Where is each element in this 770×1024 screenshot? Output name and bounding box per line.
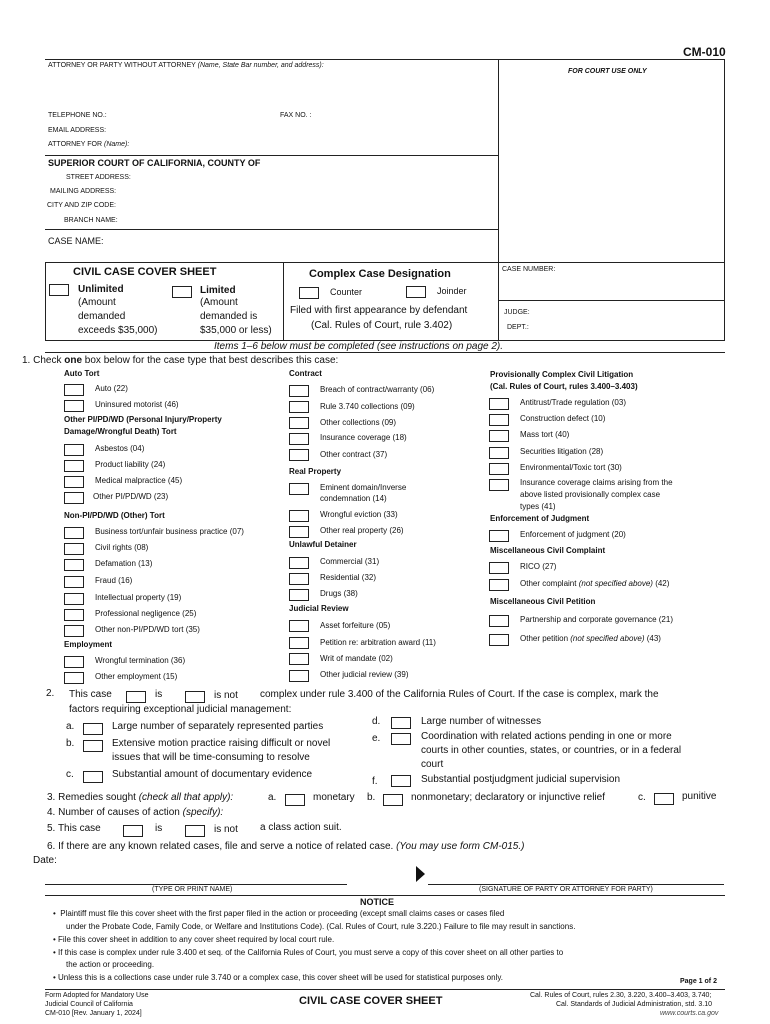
counter-checkbox[interactable] [299,287,319,299]
other-real-26-checkbox[interactable] [289,526,309,538]
breach-06-label: Breach of contract/warranty (06) [320,385,435,394]
item3-a: a. [268,792,277,803]
defamation-13-label: Defamation (13) [95,559,153,568]
item2-d: d. [372,716,381,727]
street-label: STREET ADDRESS: [66,174,131,181]
court-use-only: FOR COURT USE ONLY [568,68,647,75]
other-nonpi-35-label: Other non-PI/PD/WD tort (35) [95,625,200,634]
asset-05-checkbox[interactable] [289,620,309,632]
notice-bullet-1: • Plaintiff must file this cover sheet with the first paper filed in the action or proceeding (except small claims cases or cases filed [53,909,505,918]
footer-url[interactable]: www.courts.ca.gov [660,1010,719,1017]
item2-line2: factors requiring exceptional judicial management: [69,704,292,715]
factor-d-checkbox[interactable] [391,717,411,729]
unlimited-sub-3: exceeds $35,000) [78,325,158,336]
drugs-38-checkbox[interactable] [289,589,309,601]
insurance-claims-41-checkbox[interactable] [489,479,509,491]
commercial-31-checkbox[interactable] [289,557,309,569]
item4-label: 4. Number of causes of action (specify): [47,807,224,818]
case-number-label: CASE NUMBER: [502,266,556,273]
wrongful-eviction-33-checkbox[interactable] [289,510,309,522]
items-note: Items 1–6 below must be completed (see instructions on page 2). [214,341,504,352]
misc-complaint-heading: Miscellaneous Civil Complaint [490,546,606,555]
breach-06-checkbox[interactable] [289,385,309,397]
other-contract-37-checkbox[interactable] [289,449,309,461]
joinder-label: Joinder [437,286,467,296]
notice-bullet-3b: the action or proceeding. [66,960,155,969]
partnership-21-label: Partnership and corporate governance (21) [520,615,673,624]
notice-bullet-2: • File this cover sheet in addition to any cover sheet required by local court rule. [53,935,335,944]
notice-bullet-4: • Unless this is a collections case under rule 3.740 or a complex case, this cover sheet will be used for statistical purposes only. [53,973,503,982]
other-petition-43-label: Other petition (not specified above) (43) [520,634,661,643]
wrongful-eviction-33-label: Wrongful eviction (33) [320,510,398,519]
construction-10-label: Construction defect (10) [520,414,606,423]
type-name-label: (TYPE OR PRINT NAME) [152,886,233,893]
item2-is-label: is [155,689,163,700]
other-nonpi-35-checkbox[interactable] [64,625,84,637]
item5-is-checkbox[interactable] [123,825,143,837]
other-pi-23-checkbox[interactable] [64,492,84,504]
mailing-label: MAILING ADDRESS: [50,188,117,195]
civil-rights-08-label: Civil rights (08) [95,543,149,552]
other-real-26-label: Other real property (26) [320,526,404,535]
item2-is-checkbox[interactable] [126,691,146,703]
other-judicial-39-checkbox[interactable] [289,670,309,682]
item6-label: 6. If there are any known related cases, file and serve a notice of related case. (You may use form CM-015.) [47,841,525,852]
non-pi-heading: Non-PI/PD/WD (Other) Tort [64,511,165,520]
dept-label: DEPT.: [507,324,529,331]
city-zip-label: CITY AND ZIP CODE: [47,202,116,209]
other-employment-15-checkbox[interactable] [64,672,84,684]
eminent-14-label-1: Eminent domain/Inverse [320,483,407,492]
footer-adopted-3: CM-010 [Rev. January 1, 2024] [45,1010,142,1017]
business-07-label: Business tort/unfair business practice (07) [95,527,244,536]
environmental-30-checkbox[interactable] [489,463,509,475]
item2-this-case: This case [69,689,112,700]
remedy-punitive-checkbox[interactable] [654,793,674,805]
notice-bullet-1b: under the Probate Code, Family Code, or Welfare and Institutions Code). (Cal. Rules of Court, rule 3.220.) Failure to file may result in sanctions. [66,922,576,931]
partnership-21-checkbox[interactable] [489,615,509,627]
securities-28-label: Securities litigation (28) [520,447,604,456]
remedy-punitive-label: punitive [682,791,717,802]
factor-b-checkbox[interactable] [83,740,103,752]
other-contract-37-label: Other contract (37) [320,450,388,459]
remedy-nonmonetary-checkbox[interactable] [383,794,403,806]
business-07-checkbox[interactable] [64,527,84,539]
writ-02-label: Writ of mandate (02) [320,654,393,663]
telephone-label: TELEPHONE NO.: [48,112,107,119]
unlimited-label: Unlimited [78,284,124,295]
signature-label: (SIGNATURE OF PARTY OR ATTORNEY FOR PARTY) [479,886,653,893]
wrongful-term-36-checkbox[interactable] [64,656,84,668]
item1-label: 1. Check one box below for the case type that best describes this case: [22,355,339,366]
arrow-icon [416,866,425,882]
writ-02-checkbox[interactable] [289,653,309,665]
wrongful-term-36-label: Wrongful termination (36) [95,656,186,665]
insurance-18-checkbox[interactable] [289,433,309,445]
auto-tort-heading: Auto Tort [64,369,100,378]
factor-e-label-2: courts in other counties, states, or countries, or in a federal [421,745,682,756]
factor-f-label: Substantial postjudgment judicial supervision [421,774,621,785]
factor-e-label-3: court [421,759,444,770]
fax-label: FAX NO. : [280,112,312,119]
court-title: SUPERIOR COURT OF CALIFORNIA, COUNTY OF [48,158,261,168]
other-employment-15-label: Other employment (15) [95,672,178,681]
factor-c-label: Substantial amount of documentary evidence [112,769,313,780]
item2-rest: complex under rule 3.400 of the California Rules of Court. If the case is complex, mark the [260,689,659,700]
item3-label: 3. Remedies sought (check all that apply): [47,792,234,803]
rico-27-checkbox[interactable] [489,562,509,574]
uninsured-46-label: Uninsured motorist (46) [95,400,179,409]
construction-10-checkbox[interactable] [489,414,509,426]
insurance-claims-41-label-1: Insurance coverage claims arising from the [520,478,673,487]
item2-c: c. [66,769,74,780]
insurance-18-label: Insurance coverage (18) [320,433,407,442]
asbestos-04-checkbox[interactable] [64,444,84,456]
environmental-30-label: Environmental/Toxic tort (30) [520,463,622,472]
other-complaint-42-checkbox[interactable] [489,579,509,591]
item2-b: b. [66,738,75,749]
footer-rules-2: Cal. Standards of Judicial Administration, std. 3.10 [556,1001,713,1008]
complex-title: Complex Case Designation [309,268,451,280]
branch-label: BRANCH NAME: [64,217,118,224]
ip-19-checkbox[interactable] [64,593,84,605]
real-property-heading: Real Property [289,467,342,476]
email-label: EMAIL ADDRESS: [48,127,107,134]
footer-adopted-2: Judicial Council of California [45,1001,133,1008]
notice-title: NOTICE [360,897,395,907]
item2-a: a. [66,721,75,732]
factor-c-checkbox[interactable] [83,771,103,783]
unlimited-checkbox[interactable] [49,284,69,296]
notice-bullet-3: • If this case is complex under rule 3.400 et seq. of the California Rules of Court, you must serve a copy of this cover sheet on all other parties to [53,948,564,957]
factor-b-label-1: Extensive motion practice raising difficult or novel [112,738,331,749]
defamation-13-checkbox[interactable] [64,559,84,571]
prof-neg-25-checkbox[interactable] [64,609,84,621]
mass-tort-40-label: Mass tort (40) [520,430,570,439]
limited-sub-1: (Amount [200,297,238,308]
securities-28-checkbox[interactable] [489,447,509,459]
case-name-label: CASE NAME: [48,236,104,246]
item5-label: 5. This case [47,823,101,834]
mass-tort-40-checkbox[interactable] [489,430,509,442]
prof-neg-25-label: Professional negligence (25) [95,609,197,618]
other-judicial-39-label: Other judicial review (39) [320,670,409,679]
unlimited-sub-1: (Amount [78,297,116,308]
arbitration-11-label: Petition re: arbitration award (11) [320,638,436,647]
footer-rules-1: Cal. Rules of Court, rules 2.30, 3.220, 3.400–3.403, 3.740; [530,992,712,999]
other-complaint-42-label: Other complaint (not specified above) (42) [520,579,670,588]
civil-rights-08-checkbox[interactable] [64,543,84,555]
factor-e-checkbox[interactable] [391,733,411,745]
insurance-claims-41-label-2: above listed provisionally complex case [520,490,661,499]
medical-45-checkbox[interactable] [64,476,84,488]
limited-sub-2: demanded is [200,311,258,322]
misc-petition-heading: Miscellaneous Civil Petition [490,597,596,606]
residential-32-label: Residential (32) [320,573,377,582]
rico-27-label: RICO (27) [520,562,557,571]
item2-is-not-checkbox[interactable] [185,691,205,703]
item3-b: b. [367,792,376,803]
factor-f-checkbox[interactable] [391,775,411,787]
factor-e-label-1: Coordination with related actions pending in one or more [421,731,672,742]
asbestos-04-label: Asbestos (04) [95,444,145,453]
other-pi-heading-2: Damage/Wrongful Death) Tort [64,427,177,436]
attorney-label: ATTORNEY OR PARTY WITHOUT ATTORNEY (Name, State Bar number, and address): [48,62,324,69]
footer-adopted-1: Form Adopted for Mandatory Use [45,992,149,999]
prov-complex-heading-2: (Cal. Rules of Court, rules 3.400–3.403) [490,382,638,391]
auto-22-checkbox[interactable] [64,384,84,396]
judicial-review-heading: Judicial Review [289,604,349,613]
eminent-14-label-2: condemnation (14) [320,494,387,503]
insurance-claims-41-label-3: types (41) [520,502,556,511]
factor-b-label-2: issues that will be time-consuming to resolve [112,752,310,763]
judge-label: JUDGE: [504,309,530,316]
remedy-monetary-checkbox[interactable] [285,794,305,806]
asset-05-label: Asset forfeiture (05) [320,621,391,630]
unlawful-detainer-heading: Unlawful Detainer [289,540,357,549]
factor-a-checkbox[interactable] [83,723,103,735]
item2-f: f. [372,776,378,787]
item3-c: c. [638,792,646,803]
date-label: Date: [33,855,57,866]
joinder-checkbox[interactable] [406,286,426,298]
factor-a-label: Large number of separately represented parties [112,721,324,732]
product-24-checkbox[interactable] [64,460,84,472]
arbitration-11-checkbox[interactable] [289,637,309,649]
remedy-monetary-label: monetary [313,792,355,803]
form-id: CM-010 [683,45,726,59]
prov-complex-heading-1: Provisionally Complex Civil Litigation [490,370,634,379]
other-collections-09-checkbox[interactable] [289,417,309,429]
enforcement-heading: Enforcement of Judgment [490,514,590,523]
item2-is-not-label: is not [214,690,238,701]
limited-label: Limited [200,285,236,296]
item5-rest: a class action suit. [260,822,342,833]
item5-is-not-label: is not [214,824,238,835]
rule3740-09-label: Rule 3.740 collections (09) [320,402,415,411]
auto-22-label: Auto (22) [95,384,128,393]
uninsured-46-checkbox[interactable] [64,400,84,412]
item5-is-label: is [155,823,163,834]
eminent-14-checkbox[interactable] [289,483,309,495]
enforcement-20-label: Enforcement of judgment (20) [520,530,626,539]
other-pi-23-label: Other PI/PD/WD (23) [93,492,169,501]
unlimited-sub-2: demanded [78,311,126,322]
fraud-16-checkbox[interactable] [64,576,84,588]
remedy-nonmonetary-label: nonmonetary; declaratory or injunctive relief [411,792,605,803]
other-petition-43-checkbox[interactable] [489,634,509,646]
residential-32-checkbox[interactable] [289,573,309,585]
product-24-label: Product liability (24) [95,460,166,469]
rule3740-09-checkbox[interactable] [289,401,309,413]
limited-sub-3: $35,000 or less) [200,325,272,336]
other-pi-heading-1: Other PI/PD/WD (Personal Injury/Property [64,415,222,424]
attorney-for-label: ATTORNEY FOR (Name): [48,141,130,148]
item2-num: 2. [46,688,55,699]
item2-e: e. [372,733,381,744]
commercial-31-label: Commercial (31) [320,557,380,566]
filed-with-line2: (Cal. Rules of Court, rule 3.402) [311,320,453,331]
drugs-38-label: Drugs (38) [320,589,358,598]
counter-label: Counter [330,287,363,297]
filed-with-line1: Filed with first appearance by defendant [290,305,468,316]
medical-45-label: Medical malpractice (45) [95,476,183,485]
other-collections-09-label: Other collections (09) [320,418,397,427]
enforcement-20-checkbox[interactable] [489,530,509,542]
antitrust-03-label: Antitrust/Trade regulation (03) [520,398,626,407]
antitrust-03-checkbox[interactable] [489,398,509,410]
cover-title: CIVIL CASE COVER SHEET [73,266,217,278]
page-number: Page 1 of 2 [680,978,717,985]
ip-19-label: Intellectual property (19) [95,593,182,602]
item5-is-not-checkbox[interactable] [185,825,205,837]
contract-heading: Contract [289,369,322,378]
employment-heading: Employment [64,640,113,649]
limited-checkbox[interactable] [172,286,192,298]
factor-d-label: Large number of witnesses [421,716,542,727]
fraud-16-label: Fraud (16) [95,576,133,585]
footer-title: CIVIL CASE COVER SHEET [299,995,443,1007]
